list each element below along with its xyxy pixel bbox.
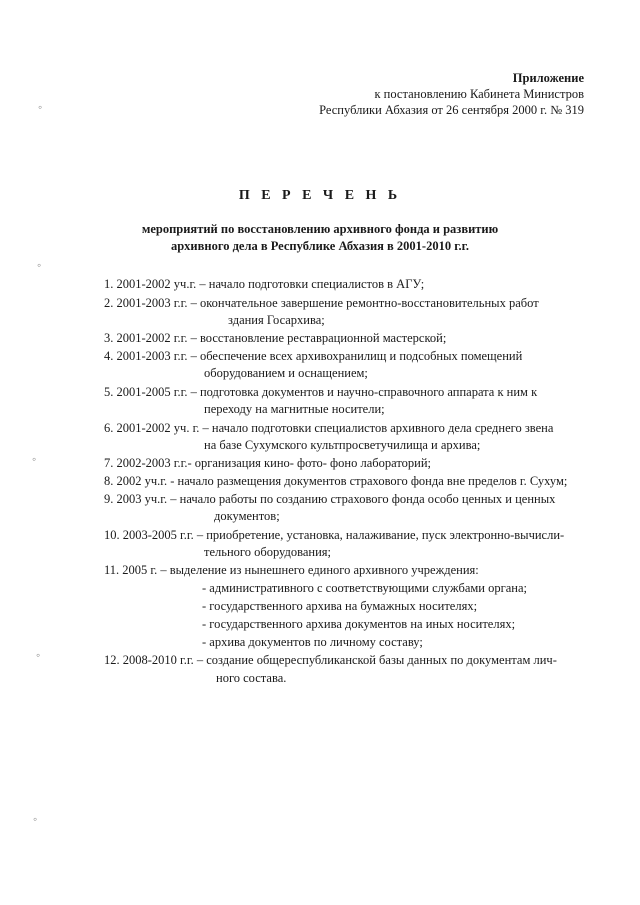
document-subtitle [0,221,640,255]
appendix-title: Приложение [512,71,584,85]
list-line: 12. 2008-2010 г.г. – создание общереспубликанской базы данных по документам лич- [104,653,557,667]
list-line: переходу на магнитные носители; [204,402,385,416]
list-line: оборудованием и оснащением; [204,366,368,380]
list-line: тельного оборудования; [204,545,331,559]
subtitle-line-1: мероприятий по восстановлению архивного фонда и развитию [141,222,499,236]
scan-mark: ◦ [33,812,38,826]
scan-mark: ◦ [32,452,37,466]
list-line: - государственного архива документов на иных носителях; [202,617,516,631]
scan-mark: ◦ [37,258,42,272]
list-line: 11. 2005 г. – выделение из нынешнего единого архивного учреждения: [104,563,479,577]
list-line: на базе Сухумского культпросветучилища и архива; [204,438,481,452]
list-line: 8. 2002 уч.г. - начало размещения документов страхового фонда вне пределов г. Сухум; [104,474,568,488]
appendix-block [319,70,584,118]
list-line: документов; [214,509,280,523]
list-line: здания Госархива; [228,313,325,327]
list-line: 9. 2003 уч.г. – начало работы по созданию страхового фонда особо ценных и ценных [104,492,556,506]
appendix-line-3: Республики Абхазия от 26 сентября 2000 г. № 319 [319,103,584,117]
scan-mark: ◦ [38,100,43,114]
scan-mark: ◦ [36,648,41,662]
subtitle-line-2: архивного дела в Республике Абхазия в 2001-2010 г.г. [170,239,470,253]
list-line: 4. 2001-2003 г.г. – обеспечение всех архивохранилищ и подсобных помещений [104,349,523,363]
document-title: П Е Р Е Ч Е Н Ь [238,188,402,203]
list-line: 3. 2001-2002 г.г. – восстановление реставрационной мастерской; [104,331,447,345]
list-line: - государственного архива на бумажных носителях; [202,599,478,613]
list-line: 1. 2001-2002 уч.г. – начало подготовки специалистов в АГУ; [104,277,425,291]
list-line: 6. 2001-2002 уч. г. – начало подготовки специалистов архивного дела среднего звена [104,421,554,435]
list-line: - архива документов по личному составу; [202,635,423,649]
list-line: 5. 2001-2005 г.г. – подготовка документов и научно-справочного аппарата к ним к [104,385,538,399]
list-line: 7. 2002-2003 г.г.- организация кино- фото- фоно лабораторий; [104,456,431,470]
appendix-line-2: к постановлению Кабинета Министров [374,87,584,101]
list-line: - административного с соответствующими службами органа; [202,581,527,595]
list-line: ного состава. [216,671,287,685]
list-line: 10. 2003-2005 г.г. – приобретение, установка, налаживание, пуск электронно-вычисли- [104,528,565,542]
list-line: 2. 2001-2003 г.г. – окончательное завершение ремонтно-восстановительных работ [104,296,539,310]
